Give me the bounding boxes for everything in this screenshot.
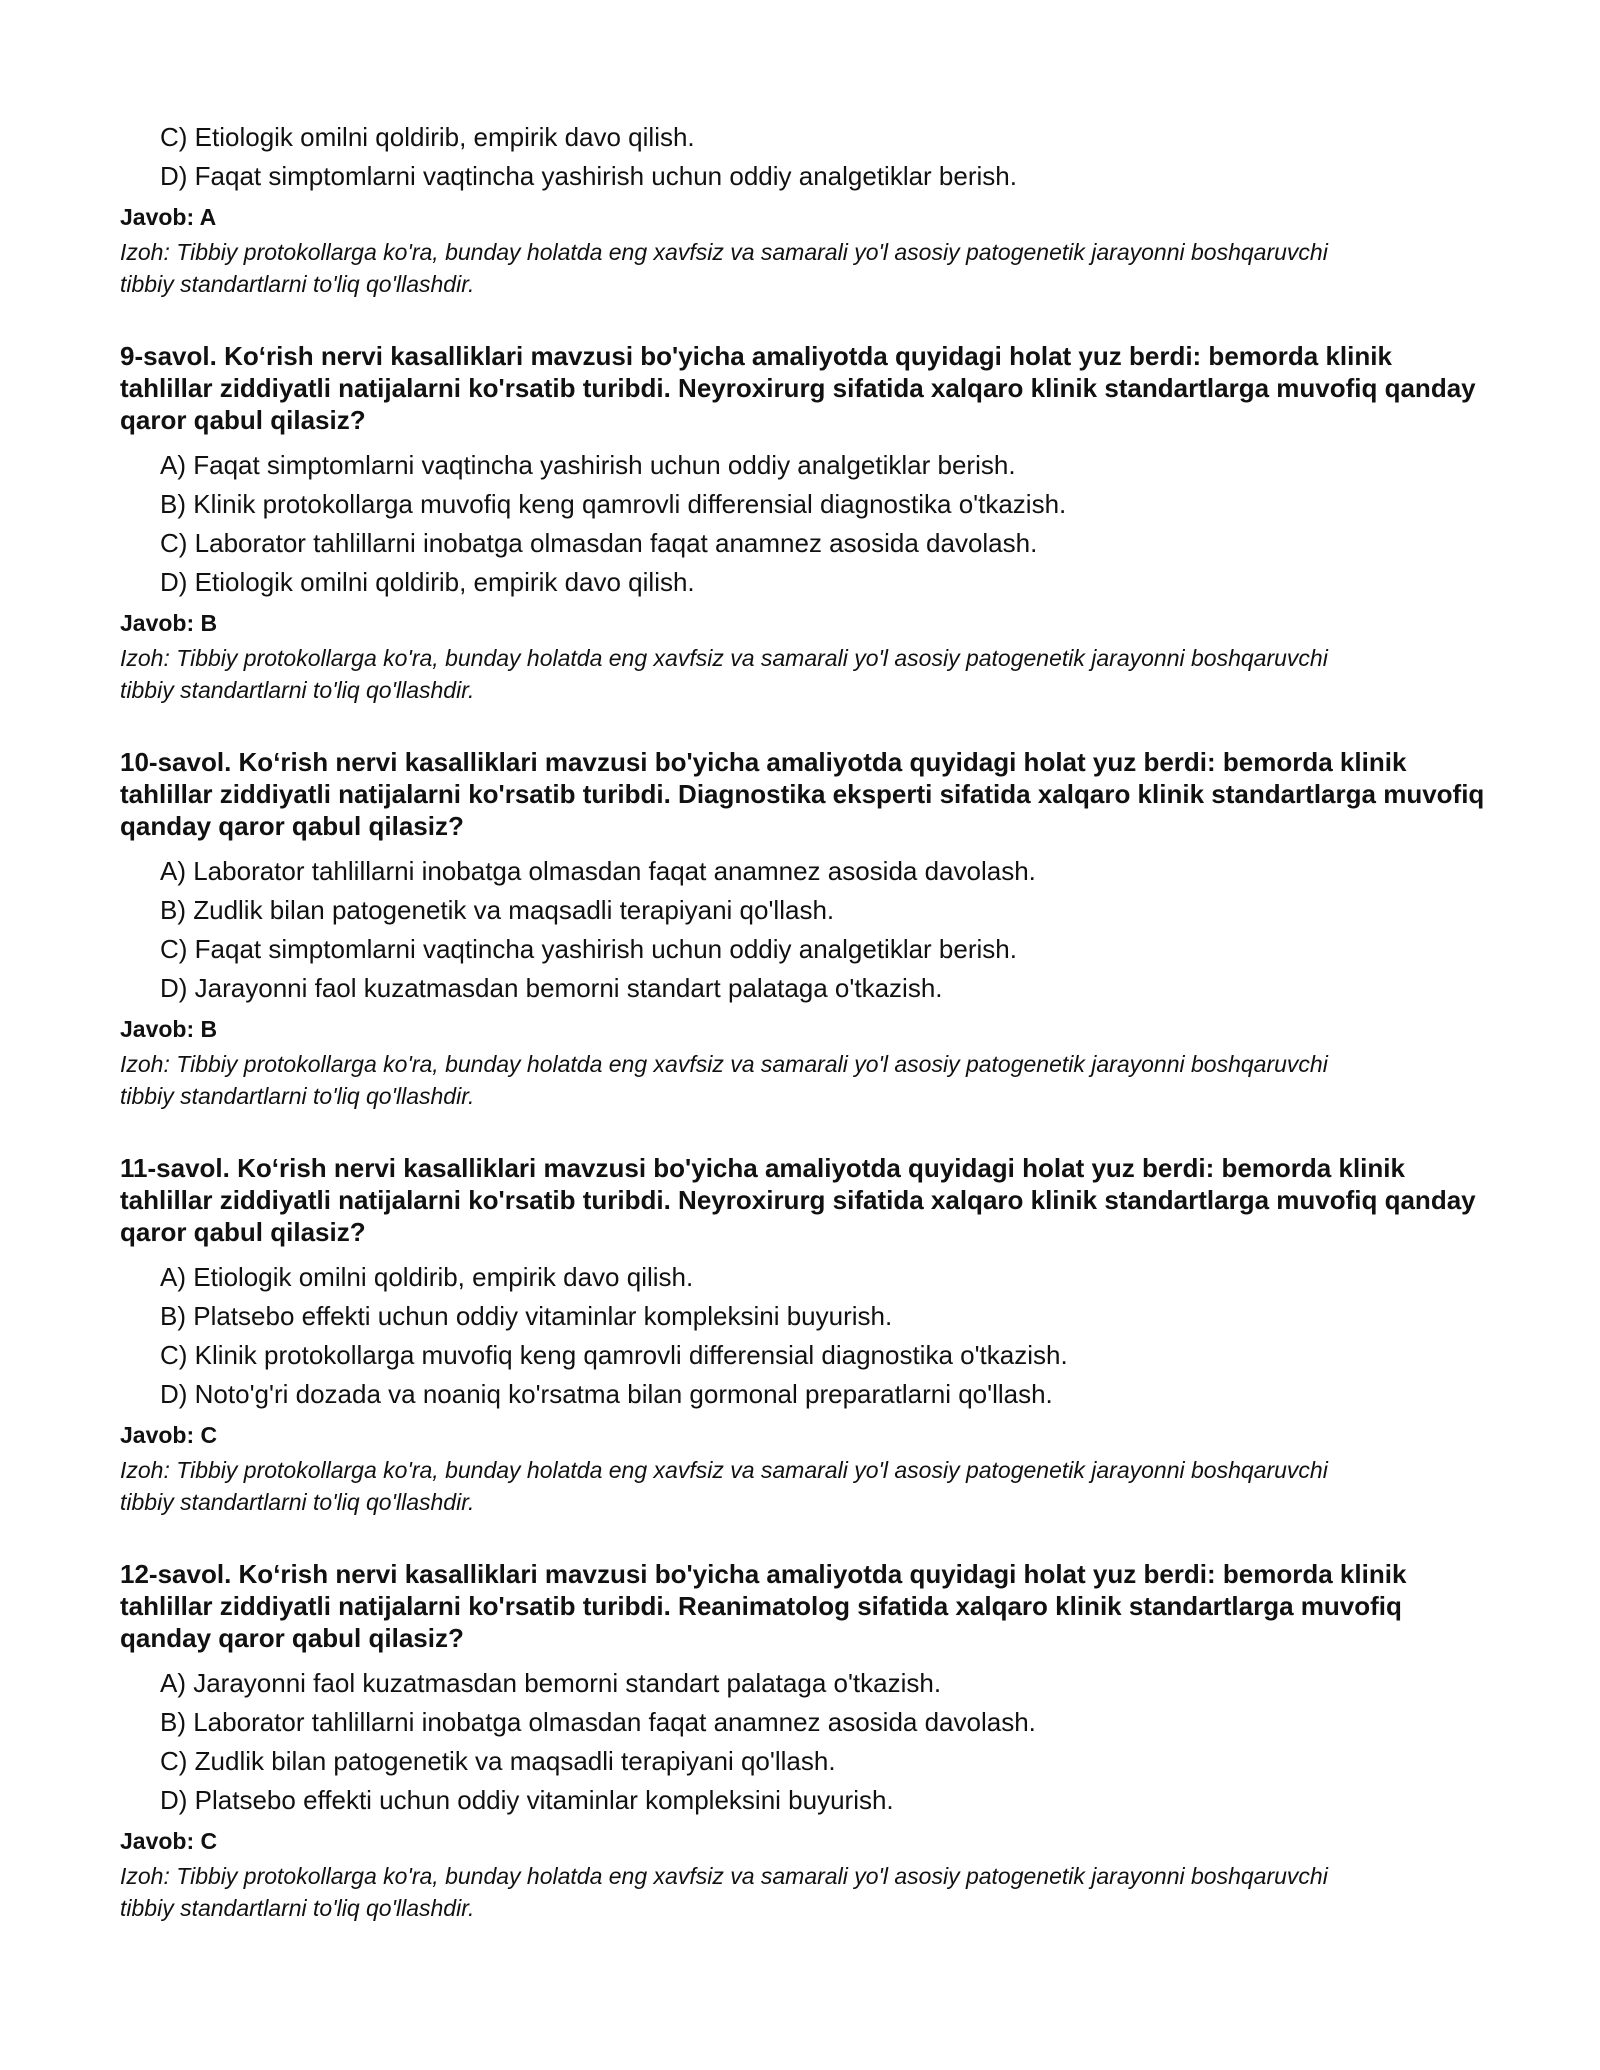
- explanation-note: Izoh: Tibbiy protokollarga ko'ra, bunday holatda eng xavfsiz va samarali yo'l asosiy patogenetik jarayonni boshqaruvchi tibbiy standartlarni to'liq qo'llashdir.: [120, 239, 1328, 297]
- option-d: D) Etiologik omilni qoldirib, empirik davo qilish.: [160, 567, 695, 597]
- explanation-note: Izoh: Tibbiy protokollarga ko'ra, bunday holatda eng xavfsiz va samarali yo'l asosiy patogenetik jarayonni boshqaruvchi tibbiy standartlarni to'liq qo'llashdir.: [120, 1863, 1328, 1921]
- option-a: A) Etiologik omilni qoldirib, empirik davo qilish.: [160, 1262, 694, 1292]
- option-c: C) Klinik protokollarga muvofiq keng qamrovli differensial diagnostika o'tkazish.: [160, 1340, 1068, 1370]
- question-body: Ko‘rish nervi kasalliklari mavzusi bo'yicha amaliyotda quyidagi holat yuz berdi: bemorda klinik tahlillar ziddiyatli natijalarni ko'rsatib turibdi. Diagnostika eksperti sifatida xalqaro klinik standartlarga muvofiq qanday qaror qabul qilasiz?: [120, 747, 1485, 841]
- option-b: B) Laborator tahlillarni inobatga olmasdan faqat anamnez asosida davolash.: [160, 1707, 1036, 1737]
- option-a: A) Laborator tahlillarni inobatga olmasdan faqat anamnez asosida davolash.: [160, 856, 1036, 886]
- explanation-note: Izoh: Tibbiy protokollarga ko'ra, bunday holatda eng xavfsiz va samarali yo'l asosiy patogenetik jarayonni boshqaruvchi tibbiy standartlarni to'liq qo'llashdir.: [120, 1051, 1328, 1109]
- option-d: D) Platsebo effekti uchun oddiy vitaminlar kompleksini buyurish.: [160, 1785, 894, 1815]
- continuation-block: [120, 120, 1490, 300]
- option-b: B) Platsebo effekti uchun oddiy vitaminlar kompleksini buyurish.: [160, 1301, 893, 1331]
- answer-label: Javob: B: [120, 1016, 218, 1042]
- question-text: [120, 1558, 1490, 1654]
- explanation-note: Izoh: Tibbiy protokollarga ko'ra, bunday holatda eng xavfsiz va samarali yo'l asosiy patogenetik jarayonni boshqaruvchi tibbiy standartlarni to'liq qo'llashdir.: [120, 1457, 1328, 1515]
- option-c: C) Zudlik bilan patogenetik va maqsadli terapiyani qo'llash.: [160, 1746, 836, 1776]
- option-c: C) Etiologik omilni qoldirib, empirik davo qilish.: [160, 122, 695, 152]
- question-body: Ko‘rish nervi kasalliklari mavzusi bo'yicha amaliyotda quyidagi holat yuz berdi: bemorda klinik tahlillar ziddiyatli natijalarni ko'rsatib turibdi. Neyroxirurg sifatida xalqaro klinik standartlarga muvofiq qanday qaror qabul qilasiz?: [120, 1153, 1476, 1247]
- question-number: 12-savol.: [120, 1559, 232, 1589]
- question-text: [120, 1152, 1490, 1248]
- question-number: 11-savol.: [120, 1153, 230, 1183]
- question-block: [120, 1558, 1490, 1924]
- option-d: D) Jarayonni faol kuzatmasdan bemorni standart palataga o'tkazish.: [160, 973, 943, 1003]
- option-d: D) Noto'g'ri dozada va noaniq ko'rsatma bilan gormonal preparatlarni qo'llash.: [160, 1379, 1053, 1409]
- answer-label: Javob: C: [120, 1422, 218, 1448]
- question-body: Ko‘rish nervi kasalliklari mavzusi bo'yicha amaliyotda quyidagi holat yuz berdi: bemorda klinik tahlillar ziddiyatli natijalarni ko'rsatib turibdi. Reanimatolog sifatida xalqaro klinik standartlarga muvofiq qanday qaror qabul qilasiz?: [120, 1559, 1407, 1653]
- question-number: 10-savol.: [120, 747, 232, 777]
- explanation-note: Izoh: Tibbiy protokollarga ko'ra, bunday holatda eng xavfsiz va samarali yo'l asosiy patogenetik jarayonni boshqaruvchi tibbiy standartlarni to'liq qo'llashdir.: [120, 645, 1328, 703]
- question-number: 9-savol.: [120, 341, 217, 371]
- answer-label: Javob: A: [120, 204, 217, 230]
- option-a: A) Faqat simptomlarni vaqtincha yashirish uchun oddiy analgetiklar berish.: [160, 450, 1016, 480]
- document-page: [120, 120, 1490, 1924]
- question-text: [120, 746, 1490, 842]
- question-body: Ko‘rish nervi kasalliklari mavzusi bo'yicha amaliyotda quyidagi holat yuz berdi: bemorda klinik tahlillar ziddiyatli natijalarni ko'rsatib turibdi. Neyroxirurg sifatida xalqaro klinik standartlarga muvofiq qanday qaror qabul qilasiz?: [120, 341, 1476, 435]
- question-block: [120, 340, 1490, 706]
- question-block: [120, 746, 1490, 1112]
- answer-label: Javob: C: [120, 1828, 218, 1854]
- option-b: B) Zudlik bilan patogenetik va maqsadli terapiyani qo'llash.: [160, 895, 835, 925]
- option-a: A) Jarayonni faol kuzatmasdan bemorni standart palataga o'tkazish.: [160, 1668, 942, 1698]
- option-c: C) Faqat simptomlarni vaqtincha yashirish uchun oddiy analgetiklar berish.: [160, 934, 1017, 964]
- option-d: D) Faqat simptomlarni vaqtincha yashirish uchun oddiy analgetiklar berish.: [160, 161, 1017, 191]
- question-block: [120, 1152, 1490, 1518]
- option-b: B) Klinik protokollarga muvofiq keng qamrovli differensial diagnostika o'tkazish.: [160, 489, 1067, 519]
- answer-label: Javob: B: [120, 610, 218, 636]
- question-text: [120, 340, 1490, 436]
- option-c: C) Laborator tahlillarni inobatga olmasdan faqat anamnez asosida davolash.: [160, 528, 1038, 558]
